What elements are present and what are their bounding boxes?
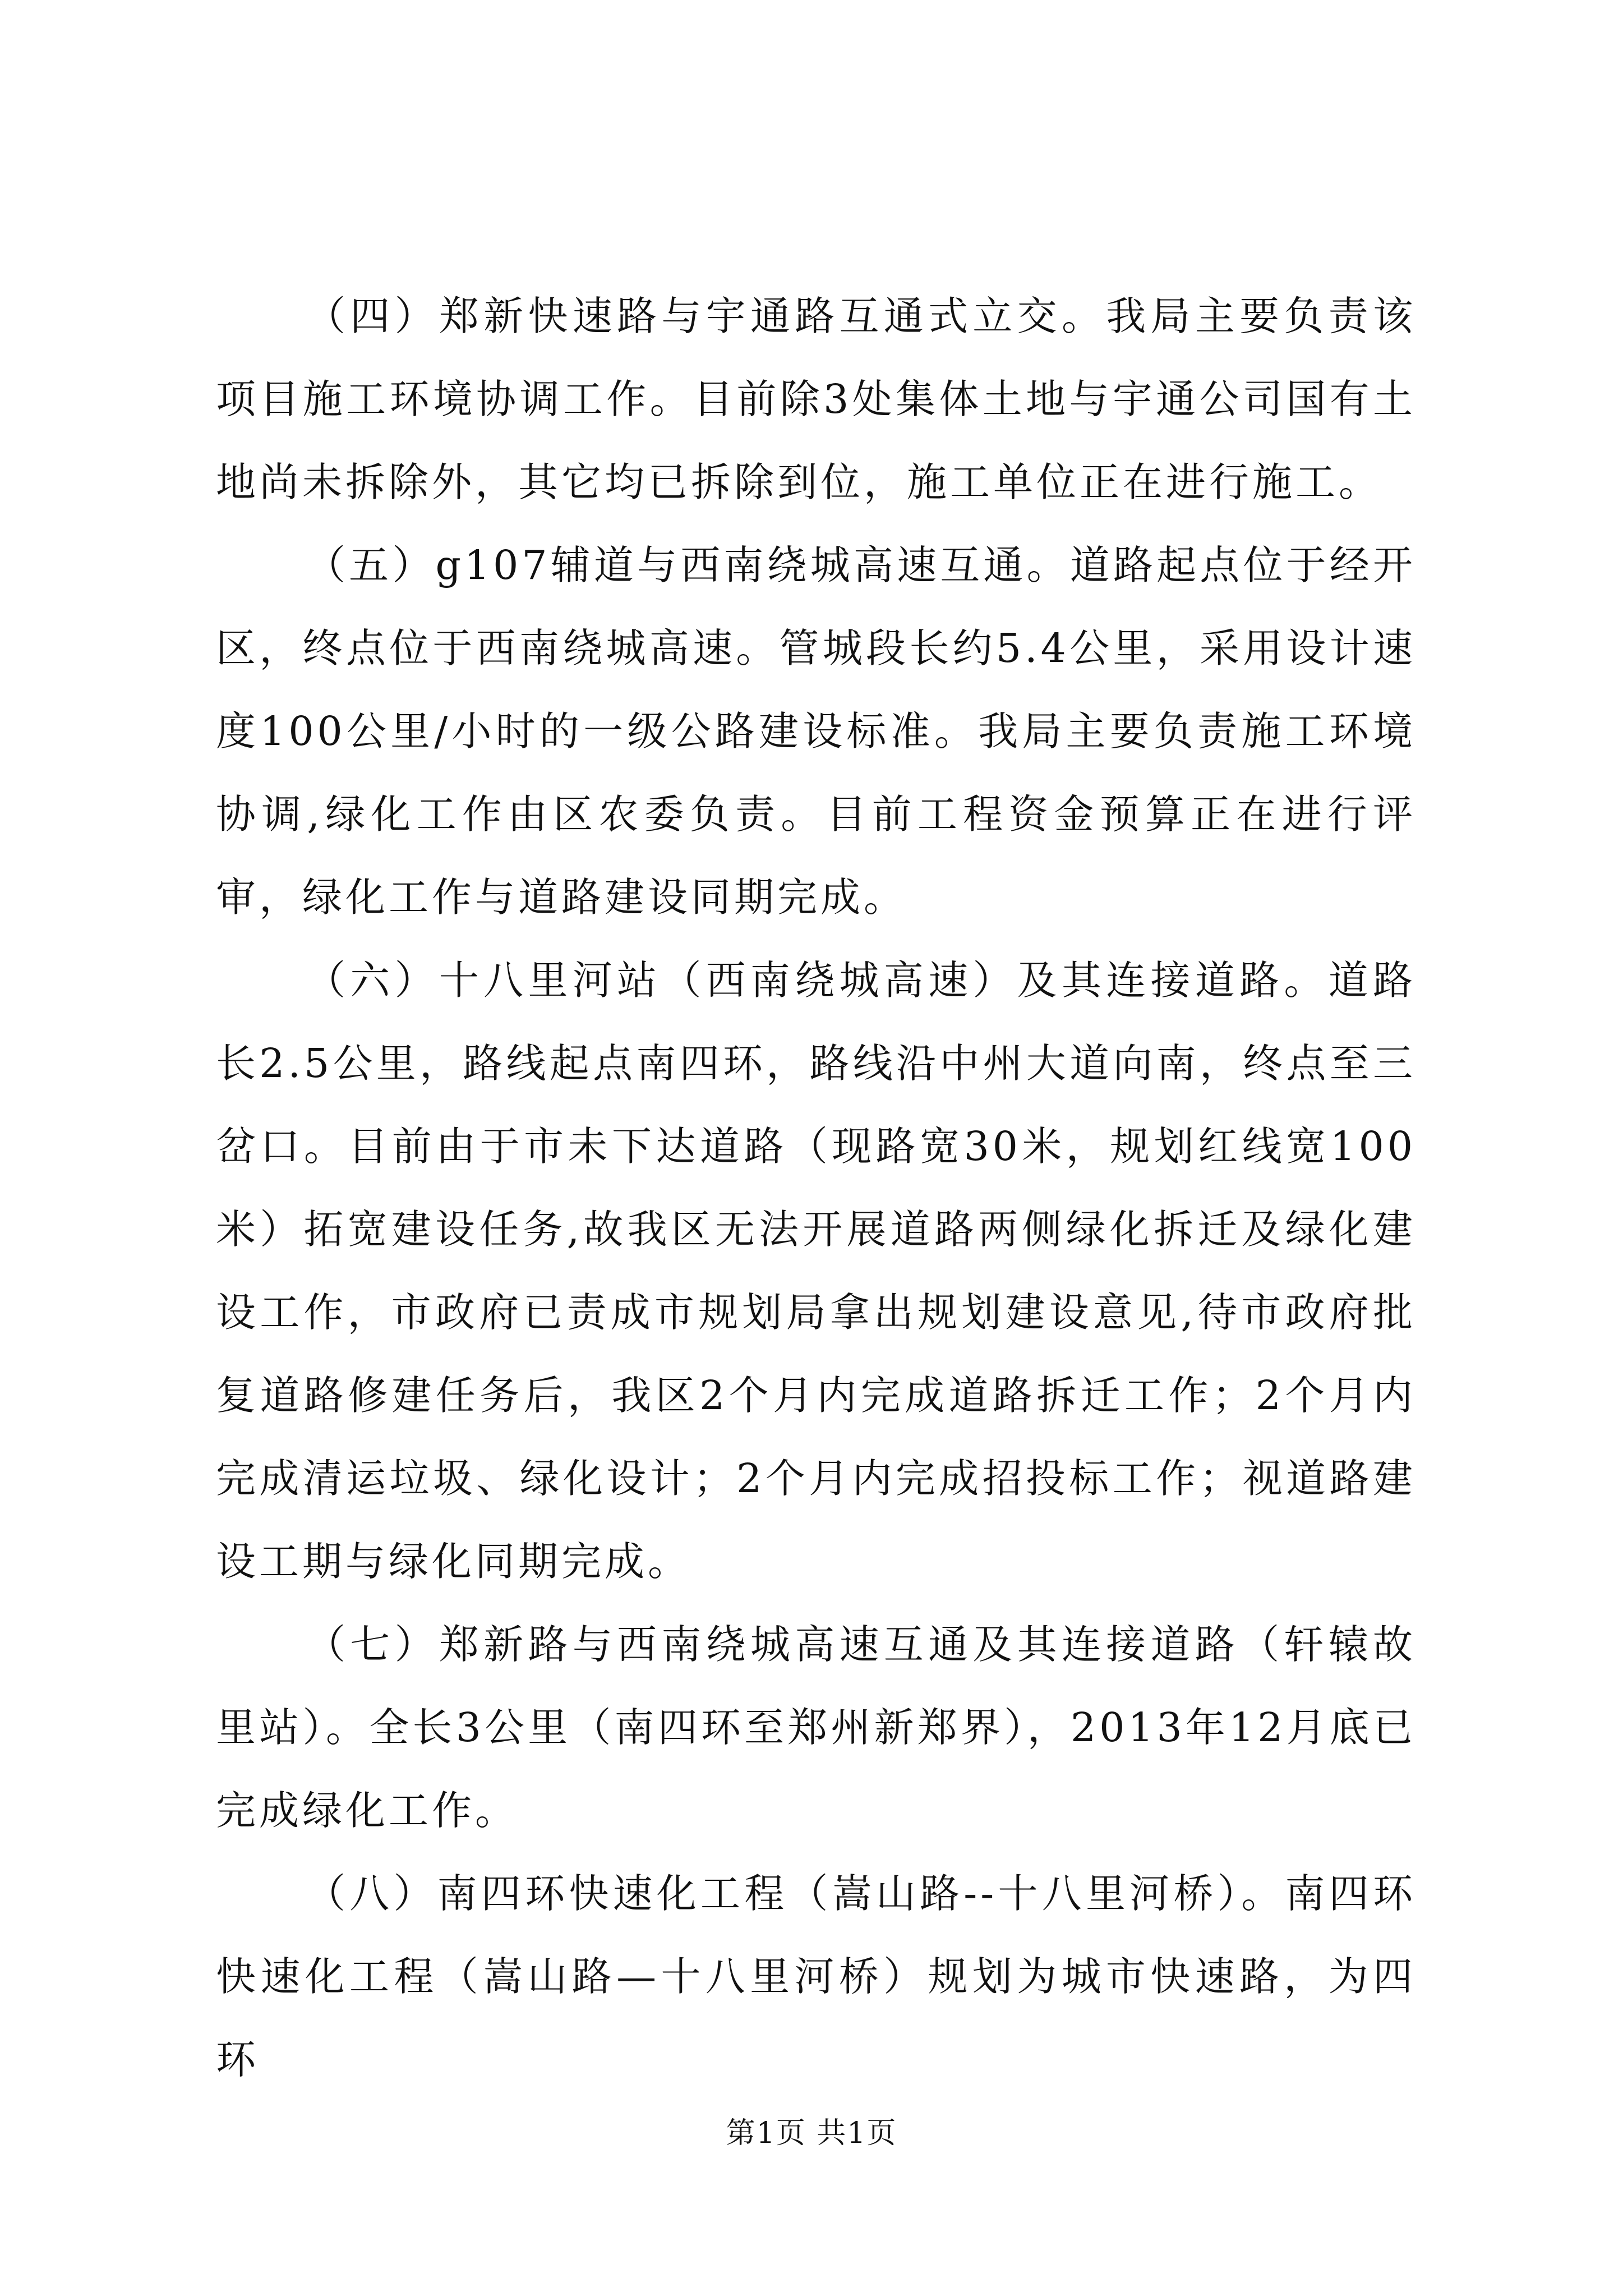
paragraph-6: （六）十八里河站（西南绕城高速）及其连接道路。道路长2.5公里，路线起点南四环，路线沿中州大道向南，终点至三岔口。目前由于市未下达道路（现路宽30米，规划红线宽100米）拓宽建设任务,故我区无法开展道路两侧绿化拆迁及绿化建设工作，市政府已责成市规划局拿出规划建设意见,待市政府批复道路修建任务后，我区2个月内完成道路拆迁工作；2个月内完成清运垃圾、绿化设计；2个月内完成招投标工作；视道路建设工期与绿化同期完成。 (216, 957, 1416, 1585)
paragraph-5: （五）g107辅道与西南绕城高速互通。道路起点位于经开区，终点位于西南绕城高速。管城段长约5.4公里，采用设计速度100公里/小时的一级公路建设标准。我局主要负责施工环境协调,绿化工作由区农委负责。目前工程资金预算正在进行评审，绿化工作与道路建设同期完成。 (216, 542, 1416, 921)
paragraph-7: （七）郑新路与西南绕城高速互通及其连接道路（轩辕故里站）。全长3公里（南四环至郑州新郑界），2013年12月底已完成绿化工作。 (216, 1621, 1416, 1834)
document-body (216, 275, 1416, 2101)
paragraph-4: （四）郑新快速路与宇通路互通式立交。我局主要负责该项目施工环境协调工作。目前除3处集体土地与宇通公司国有土地尚未拆除外，其它均已拆除到位，施工单位正在进行施工。 (216, 293, 1416, 505)
paragraph-8: （八）南四环快速化工程（嵩山路--十八里河桥）。南四环快速化工程（嵩山路—十八里河桥）规划为城市快速路，为四环 (216, 1870, 1416, 2083)
page-footer: 第1页 共1页 (726, 2116, 897, 2150)
